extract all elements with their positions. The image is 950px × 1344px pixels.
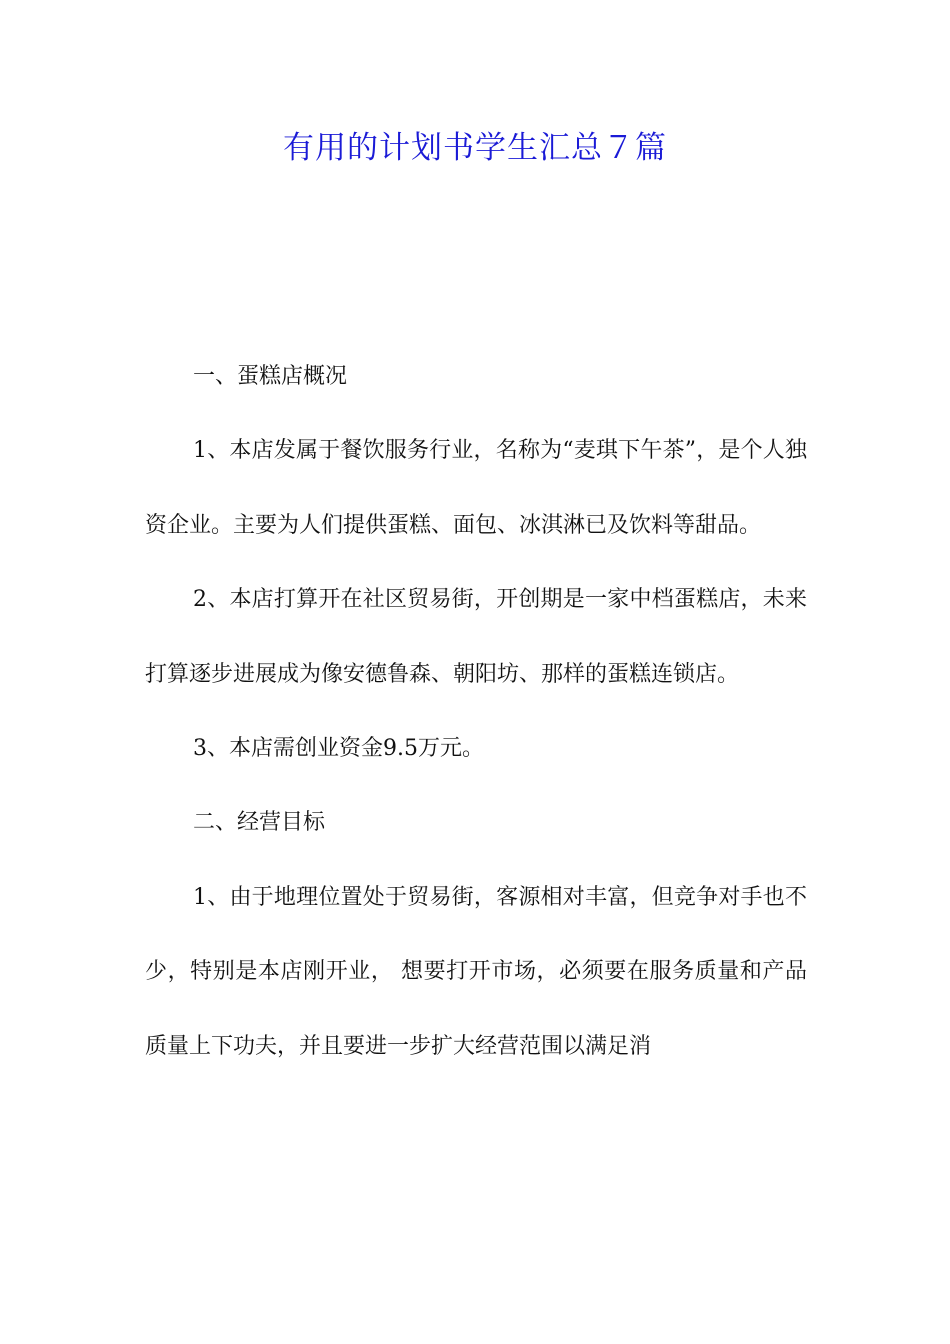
- document-title: 有用的计划书学生汇总７篇: [283, 130, 667, 166]
- paragraph-3: 3、本店需创业资金9.5万元。: [193, 736, 484, 762]
- paragraph-4: 1、由于地理位置处于贸易街，客源相对丰富，但竞争对手也不少，特别是本店刚开业， 想要打开市场，必须要在服务质量和产品质量上下功夫，并且要进一步扩大经营范围以满足消: [145, 884, 807, 1059]
- section-heading-overview: 一、蛋糕店概况: [193, 364, 348, 389]
- paragraph-2: 2、本店打算开在社区贸易街，开创期是一家中档蛋糕店，未来打算逐步进展成为像安德鲁森、朝阳坊、那样的蛋糕连锁店。: [145, 587, 807, 687]
- paragraph-1: 1、本店发属于餐饮服务行业，名称为“麦琪下午茶”，是个人独资企业。主要为人们提供蛋糕、面包、冰淇淋已及饮料等甜品。: [145, 438, 807, 538]
- section-heading-goals: 二、经营目标: [193, 810, 326, 836]
- document-body: [145, 340, 807, 1084]
